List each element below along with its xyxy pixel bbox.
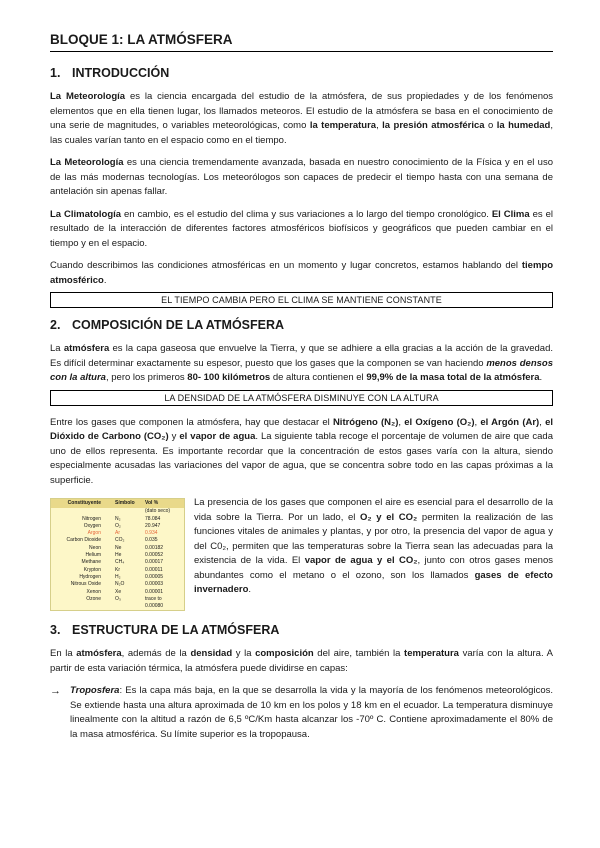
section-heading-intro	[50, 66, 553, 80]
intro-banner: EL TIEMPO CAMBIA PERO EL CLIMA SE MANTIENE CONSTANTE	[50, 292, 553, 308]
section-number: 2.	[50, 318, 61, 332]
section-number: 3.	[50, 623, 61, 638]
table-row: Xenon Xe 0.00001	[86, 588, 164, 595]
table-row: 0.00080	[145, 603, 164, 610]
layer-item-troposphere	[50, 684, 553, 742]
section-title: INTRODUCCIÓN	[72, 66, 170, 80]
table-row: Nitrogen N₂ 78.084	[82, 515, 161, 522]
section-title: COMPOSICIÓN DE LA ATMÓSFERA	[72, 318, 285, 332]
gas-composition-table	[50, 498, 185, 611]
section-heading-structure	[50, 623, 553, 637]
table-row: Hydrogen H₂ 0.00005	[79, 573, 164, 580]
table-row: Nitrous Oxide N₂O 0.00003	[70, 581, 164, 588]
table-header: Constituyente Símbolo Vol %	[51, 499, 184, 508]
composition-banner: LA DENSIDAD DE LA ATMÓSFERA DISMINUYE CON LA ALTURA	[50, 390, 553, 406]
section-number: 1.	[50, 66, 61, 80]
gases-section	[50, 496, 553, 615]
table-row: Argon Ar 0.934	[87, 530, 158, 537]
section-heading-composition	[50, 318, 553, 332]
table-subheader: (dato seco)	[145, 508, 171, 515]
intro-paragraph-1: La Meteorología es la ciencia encargada del estudio de la atmósfera, de sus propiedades y de los fenómenos elementos que en ella tienen lugar, los llamados meteoros. El estudio de la atmósfera se basa en el conocimiento de una serie de magnitudes, o variables meteorológicas, como la temperatura, la presión atmosférica o la humedad, las cuales varían tanto en el espacio como en el tiempo.	[50, 91, 554, 146]
table-row: Ozone O₃ trace to	[86, 595, 162, 602]
table-row: Neon Ne 0.00182	[89, 544, 164, 551]
table-row: Methane CH₄ 0.00017	[81, 559, 164, 566]
document-title: BLOQUE 1: LA ATMÓSFERA	[50, 32, 553, 52]
arrow-right-icon: →	[50, 685, 61, 698]
table-row: Helium He 0.00052	[85, 552, 164, 559]
intro-paragraph-2: La Meteorología es una ciencia tremendamente avanzada, basada en nuestro conocimiento de la Física y en el uso de las más modernas tecnologías. Los meteorólogos son capaces de predecir el tiempo hasta con una semana de antelación sin apenas fallar.	[50, 157, 553, 197]
document-page	[50, 32, 553, 742]
troposphere-description: Troposfera: Es la capa más baja, en la que se desarrolla la vida y la mayoría de los fenómenos meteorológicos. Se extiende hasta una altura aproximada de 10 km en los polos y 18 km en el ecuador. La temperatura disminuye linealmente con la altitud a razón de 6,5 ºC/Km hasta alcanzar los -70º C. Contiene aproximadamente el 80% de la masa atmosférica. Su límite superior es la tropopausa.	[70, 685, 553, 740]
structure-paragraph-1: En la atmósfera, además de la densidad y la composición del aire, también la temperatura varía con la altura. A partir de esta variación térmica, la atmósfera puede dividirse en capas:	[50, 648, 554, 674]
table-row: Oxygen O₂ 20.947	[83, 522, 161, 529]
table-row: Krypton Kr 0.00011	[83, 566, 163, 573]
composition-paragraph-1: La atmósfera es la capa gaseosa que envuelve la Tierra, y que se adhiere a ella gracias a la acción de la gravedad. Es difícil determinar exactamente su espesor, puesto que los gases que la componen se van haciendo menos densos con la altura, pero los primeros 80- 100 kilómetros de altura contienen el 99,9% de la masa total de la atmósfera.	[50, 343, 553, 383]
intro-paragraph-4: Cuando describimos las condiciones atmosféricas en un momento y lugar concretos, estamos hablando del tiempo atmosférico.	[50, 260, 553, 286]
intro-paragraph-3: La Climatología en cambio, es el estudio del clima y sus variaciones a lo largo del tiempo cronológico. El Clima es el resultado de la interacción de diferentes factores atmosféricos biofísicos y geográficos que pueden cambiar en el tiempo y en el espacio.	[50, 208, 553, 249]
table-row: Carbon Dioxide CO₂ 0.035	[66, 537, 158, 544]
composition-paragraph-2: Entre los gases que componen la atmósfera, hay que destacar el Nitrógeno (N₂), el Oxígeno (O₂), el Argón (Ar), el Dióxido de Carbono (CO₂) y el vapor de agua. La siguiente tabla recoge el porcentaje de volumen de aire que cada uno de ellos representa. Es importante recordar que la concentración de estos gases varía con la altura, siendo especialmente acusadas las variaciones del vapor de agua, que se concentra sobre todo en las capas próximas a la superficie.	[50, 416, 553, 486]
section-title: ESTRUCTURA DE LA ATMÓSFERA	[72, 623, 280, 638]
composition-paragraph-3: La presencia de los gases que componen el aire es esencial para el desarrollo de la vida sobre la Tierra. Por un lado, el O₂ y el CO₂ permiten la realización de las funciones vitales de animales y plantas, y por otro, la presencia del vapor de agua y del C0₂, permiten que las temperaturas sobre la Tierra sean las adecuadas para la existencia de la vida. El vapor de agua y el CO₂, junto con otros gases menos abundantes como el metano o el ozono, son los llamados gases de efecto invernadero.	[194, 497, 553, 595]
